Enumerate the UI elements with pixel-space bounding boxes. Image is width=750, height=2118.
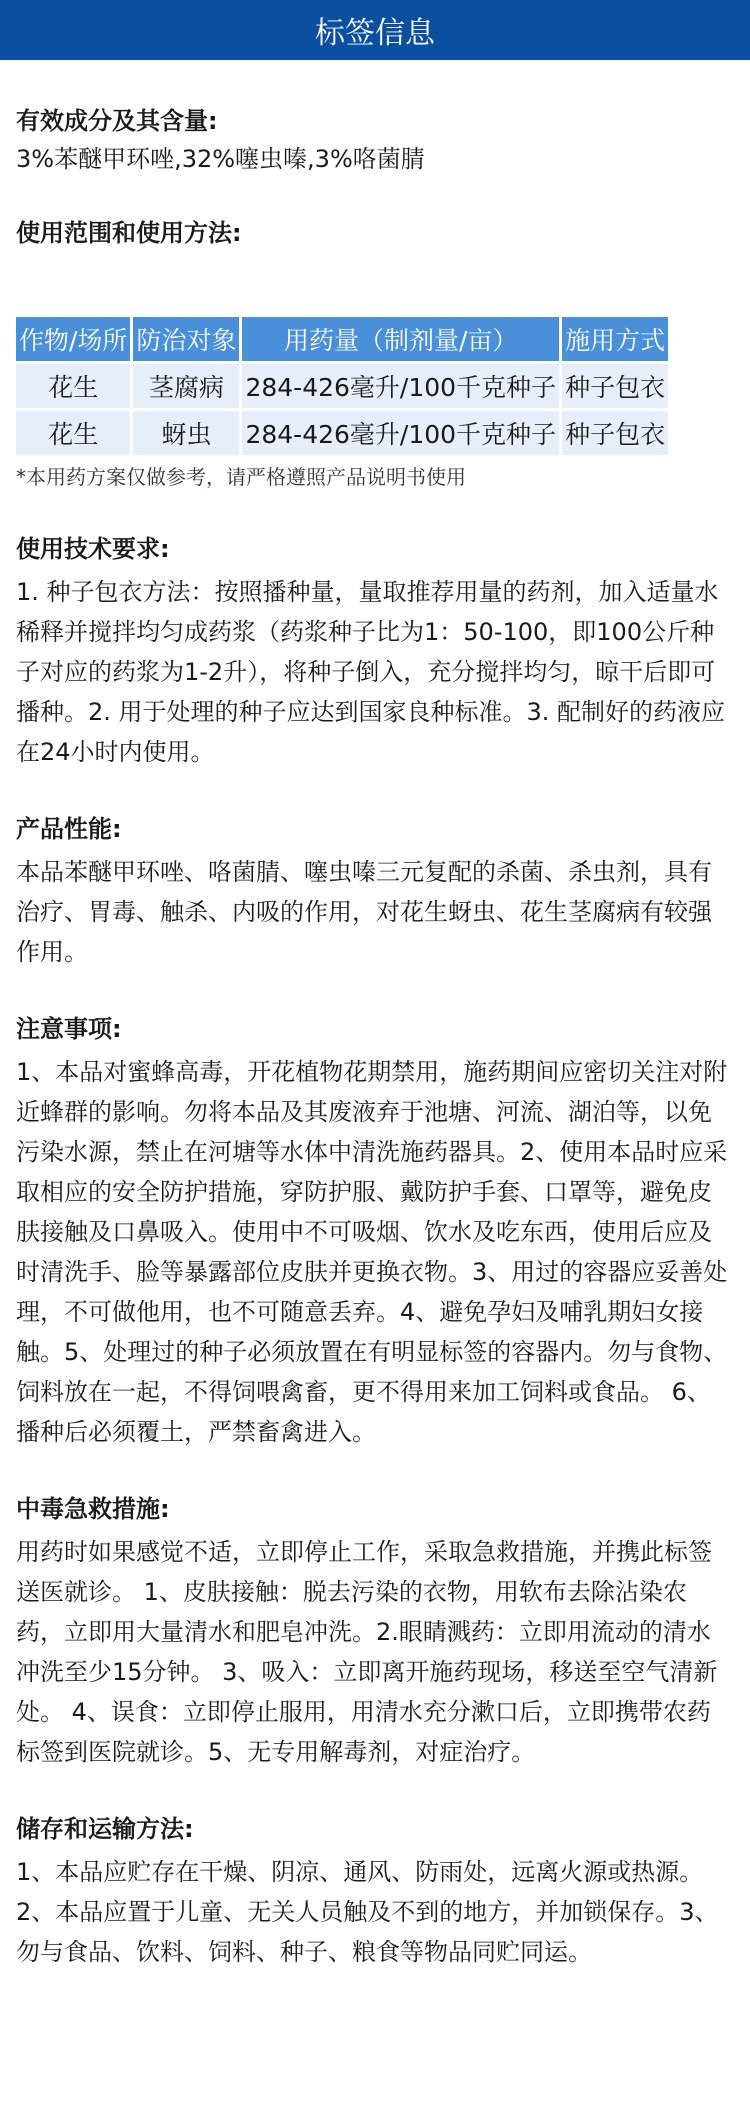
table-cell: 种子包衣: [562, 411, 668, 455]
table-row: [16, 411, 668, 455]
ingredients-text: 3%苯醚甲环唑,32%噻虫嗪,3%咯菌腈: [16, 145, 425, 173]
label-content: [0, 104, 750, 1972]
table-cell: 种子包衣: [562, 364, 668, 408]
table-header-row: [16, 317, 668, 361]
table-header-dosage: 用药量（制剂量/亩）: [242, 317, 559, 361]
caution-title: 注意事项:: [16, 1015, 122, 1043]
table-cell: 284-426毫升/100千克种子: [242, 411, 559, 455]
storage-text: 1、本品应贮存在干燥、阴凉、通风、防雨处，远离火源或热源。2、本品应置于儿童、无关人员触及不到的地方，并加锁保存。3、勿与食品、饮料、饲料、种子、粮食等物品同贮同运。: [16, 1858, 719, 1966]
table-cell: 蚜虫: [133, 411, 239, 455]
table-header-method: 施用方式: [562, 317, 668, 361]
storage-title: 储存和运输方法:: [16, 1815, 194, 1843]
table-header-target: 防治对象: [133, 317, 239, 361]
caution-text: 1、本品对蜜蜂高毒，开花植物花期禁用，施药期间应密切关注对附近蜂群的影响。勿将本品及其废液弃于池塘、河流、湖泊等，以免污染水源，禁止在河塘等水体中清洗施药器具。2、使用本品时应采取相应的安全防护措施，穿防护服、戴防护手套、口罩等，避免皮肤接触及口鼻吸入。使用中不可吸烟、饮水及吃东西，使用后应及时清洗手、脸等暴露部位皮肤并更换衣物。3、用过的容器应妥善处理，不可做他用，也不可随意丢弃。4、避免孕妇及哺乳期妇女接触。5、处理过的种子必须放置在有明显标签的容器内。勿与食物、饲料放在一起，不得饲喂禽畜，更不得用来加工饲料或食品。 6、播种后必须覆土，严禁畜禽进入。: [16, 1058, 728, 1446]
usage-table: [13, 314, 671, 458]
table-row: [16, 364, 668, 408]
performance-title: 产品性能:: [16, 815, 122, 843]
usage-title: 使用范围和使用方法:: [16, 219, 242, 247]
table-cell: 花生: [16, 411, 130, 455]
ingredients-title: 有效成分及其含量:: [16, 107, 218, 135]
table-note: *本用药方案仅做参考，请严格遵照产品说明书使用: [16, 465, 466, 489]
performance-text: 本品苯醚甲环唑、咯菌腈、噻虫嗪三元复配的杀菌、杀虫剂，具有治疗、胃毒、触杀、内吸的作用，对花生蚜虫、花生茎腐病有较强作用。: [16, 858, 712, 966]
tech-text: 1. 种子包衣方法：按照播种量，量取推荐用量的药剂，加入适量水稀释并搅拌均匀成药浆（药浆种子比为1：50-100，即100公斤种子对应的药浆为1-2升），将种子倒入，充分搅拌均匀，晾干后即可播种。2. 用于处理的种子应达到国家良种标准。3. 配制好的药液应在24小时内使用。: [16, 578, 726, 766]
header-title: 标签信息: [315, 16, 435, 51]
firstaid-title: 中毒急救措施:: [16, 1495, 170, 1523]
table-cell: 茎腐病: [133, 364, 239, 408]
table-cell: 284-426毫升/100千克种子: [242, 364, 559, 408]
table-cell: 花生: [16, 364, 130, 408]
tech-title: 使用技术要求:: [16, 535, 170, 563]
table-header-crop: 作物/场所: [16, 317, 130, 361]
firstaid-text: 用药时如果感觉不适，立即停止工作，采取急救措施，并携此标签送医就诊。 1、皮肤接触：脱去污染的衣物，用软布去除沾染农药，立即用大量清水和肥皂冲洗。2.眼睛溅药：立即用流动的清水冲洗至少15分钟。 3、吸入：立即离开施药现场，移送至空气清新处。 4、误食：立即停止服用，用清水充分漱口后，立即携带农药标签到医院就诊。5、无专用解毒剂，对症治疗。: [16, 1538, 718, 1766]
header-bar: [0, 0, 750, 60]
